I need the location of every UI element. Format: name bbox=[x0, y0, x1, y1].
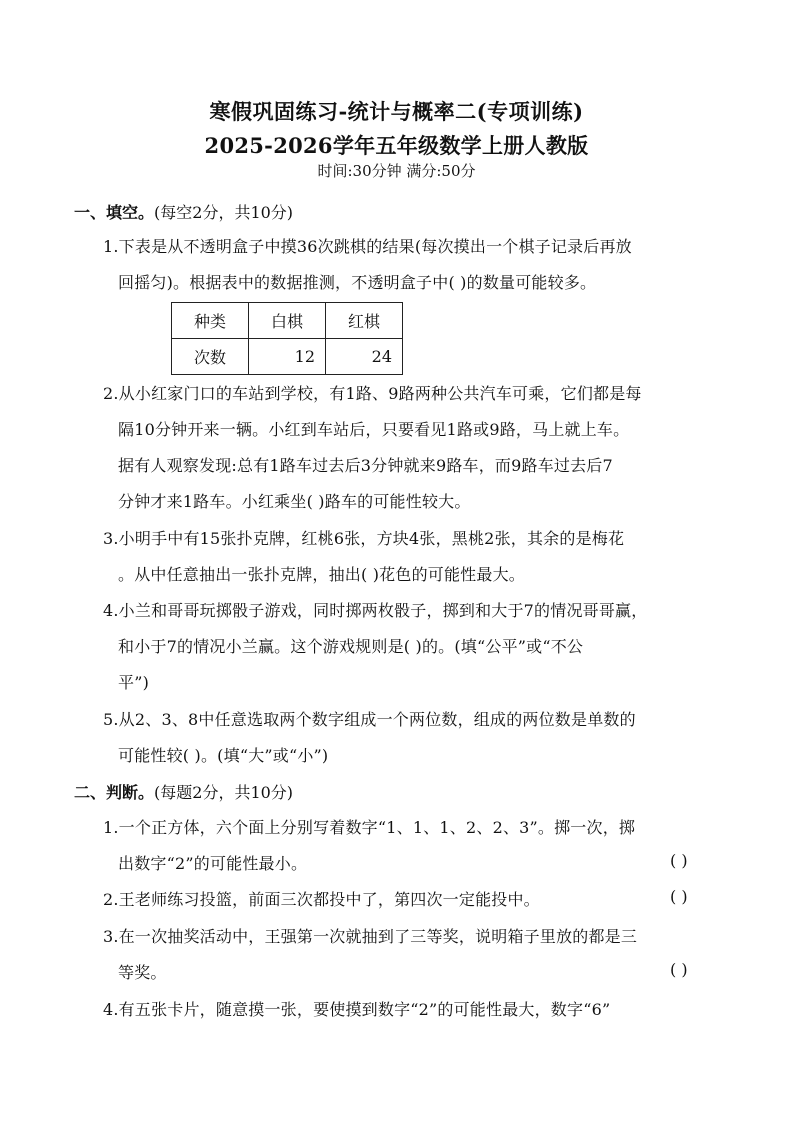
s1-q4-line2: 和小于7的情况小兰赢。这个游戏规则是( )的。(填“公平”或“不公 bbox=[118, 637, 584, 656]
table-cell: 24 bbox=[326, 339, 403, 375]
s1-q4-line1: 4.小兰和哥哥玩掷骰子游戏，同时掷两枚骰子，掷到和大于7的情况哥哥赢， bbox=[103, 601, 648, 620]
s2-q3-answer-blank: ( ) bbox=[670, 960, 688, 979]
table-row bbox=[172, 339, 403, 375]
s1-q2-line3: 据有人观察发现:总有1路车过去后3分钟就来9路车，而9路车过去后7 bbox=[118, 456, 613, 475]
s2-q4-line1: 4.有五张卡片，随意摸一张，要使摸到数字“2”的可能性最大，数字“6” bbox=[103, 1000, 611, 1019]
s2-q1-answer-blank: ( ) bbox=[670, 851, 688, 870]
section2-title: 二、判断。 bbox=[74, 783, 155, 802]
section1-heading bbox=[74, 200, 293, 223]
s1-q3-line1: 3.小明手中有15张扑克牌，红桃6张，方块4张，黑桃2张，其余的是梅花 bbox=[103, 529, 625, 548]
s1-q2-line2: 隔10分钟开来一辆。小红到车站后，只要看见1路或9路，马上就上车。 bbox=[118, 420, 630, 439]
section2-heading bbox=[74, 780, 293, 803]
s2-q2-answer-blank: ( ) bbox=[670, 887, 688, 906]
table-header-cell: 种类 bbox=[172, 303, 249, 339]
table-header-row bbox=[172, 303, 403, 339]
page-title: 寒假巩固练习-统计与概率二(专项训练) bbox=[209, 99, 584, 124]
s1-q2-line4: 分钟才来1路车。小红乘坐( )路车的可能性较大。 bbox=[118, 492, 471, 511]
s2-q1-line1: 1.一个正方体，六个面上分别写着数字“1、1、1、2、2、3”。掷一次，掷 bbox=[103, 818, 636, 837]
table-header-cell: 白棋 bbox=[249, 303, 326, 339]
table-row-label: 次数 bbox=[172, 339, 249, 375]
s2-q3-line1: 3.在一次抽奖活动中，王强第一次就抽到了三等奖，说明箱子里放的都是三 bbox=[103, 927, 638, 946]
s2-q1-line2: 出数字“2”的可能性最小。 bbox=[118, 854, 308, 873]
s1-q1-line1: 1.下表是从不透明盒子中摸36次跳棋的结果(每次摸出一个棋子记录后再放 bbox=[103, 237, 632, 256]
time-score-info: 时间:30分钟 满分:50分 bbox=[317, 162, 476, 180]
s1-q1-line2: 回摇匀)。根据表中的数据推测，不透明盒子中( )的数量可能较多。 bbox=[118, 273, 597, 292]
section1-title: 一、填空。 bbox=[74, 203, 155, 222]
table-cell: 12 bbox=[249, 339, 326, 375]
s1-q2-line1: 2.从小红家门口的车站到学校，有1路、9路两种公共汽车可乘，它们都是每 bbox=[103, 384, 642, 403]
page-subtitle-grade: 2025-2026学年五年级数学上册人教版 bbox=[204, 133, 589, 158]
results-table bbox=[171, 302, 403, 375]
section1-scoring: (每空2分，共10分) bbox=[154, 203, 294, 222]
section2-scoring: (每题2分，共10分) bbox=[154, 783, 294, 802]
s2-q3-line2: 等奖。 bbox=[118, 963, 167, 982]
s1-q5-line1: 5.从2、3、8中任意选取两个数字组成一个两位数，组成的两位数是单数的 bbox=[103, 710, 636, 729]
s2-q2-line1: 2.王老师练习投篮，前面三次都投中了，第四次一定能投中。 bbox=[103, 890, 540, 909]
s1-q5-line2: 可能性较( )。(填“大”或“小”) bbox=[118, 746, 329, 765]
s1-q3-line2: 。从中任意抽出一张扑克牌，抽出( )花色的可能性最大。 bbox=[118, 565, 525, 584]
s1-q4-line3: 平”) bbox=[118, 673, 150, 692]
table-header-cell: 红棋 bbox=[326, 303, 403, 339]
